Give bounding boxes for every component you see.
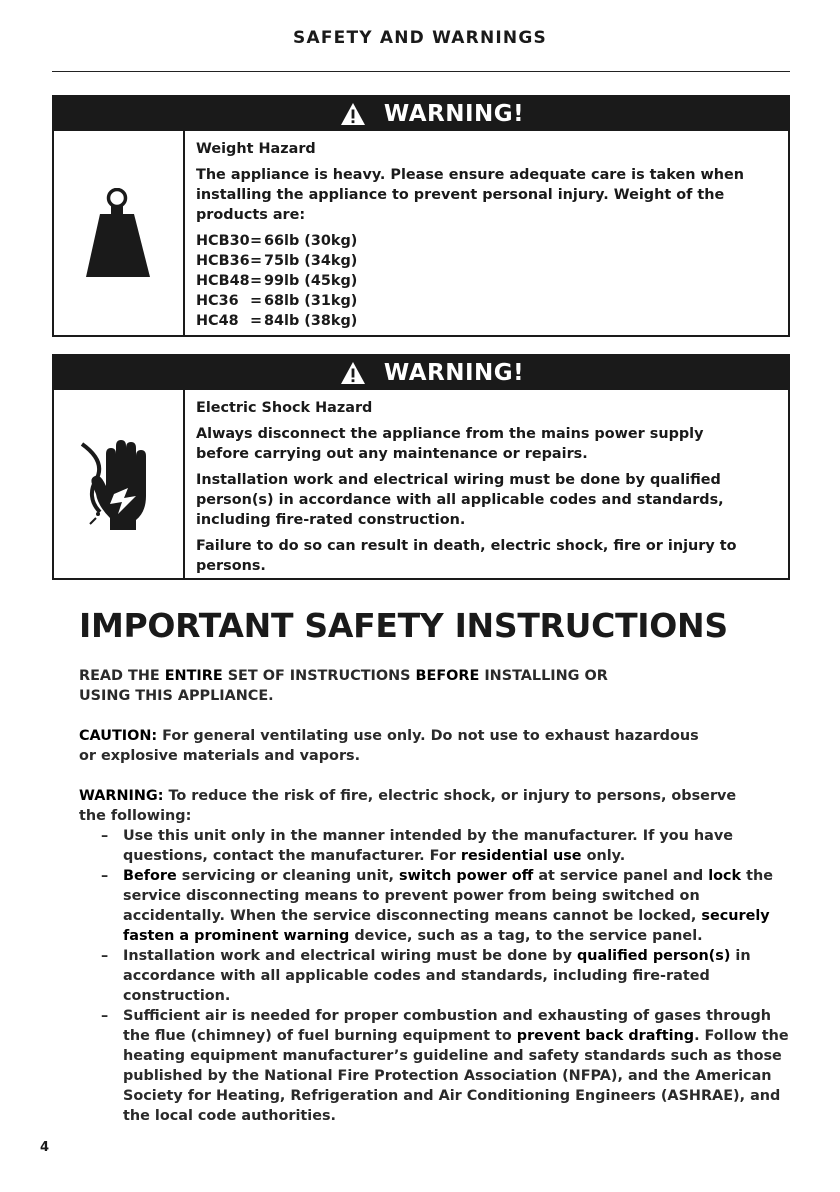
- warning-paragraph: Installation work and electrical wiring must be done by qualified person(s) in accordance with all applicable codes and standards, including fire-rated construction.: [196, 472, 724, 528]
- weight-value: 66lb (30kg): [264, 233, 358, 249]
- page-header-title: SAFETY AND WARNINGS: [293, 28, 547, 48]
- weight-icon: [84, 188, 154, 278]
- warning-label: WARNING:: [79, 788, 164, 804]
- read-text: READ THE: [79, 668, 165, 684]
- warning-notice: [79, 786, 789, 1126]
- warning-title: Weight Hazard: [196, 141, 316, 157]
- warning-paragraph: The appliance is heavy. Please ensure adequate care is taken when installing the appliance to prevent personal injury. Weight of the products are:: [196, 167, 745, 223]
- warning-title: Electric Shock Hazard: [196, 400, 373, 416]
- warning-header-bar: [54, 356, 788, 390]
- read-text: INSTALLING OR USING THIS APPLIANCE.: [79, 668, 608, 704]
- warning-text: To reduce the risk of fire, electric shock, or injury to persons, observe the following:: [79, 788, 737, 824]
- weight-value: 75lb (34kg): [264, 253, 358, 269]
- warning-heading: WARNING!: [383, 360, 525, 386]
- warning-triangle-icon: [340, 361, 366, 385]
- weight-value: 84lb (38kg): [264, 313, 358, 329]
- weight-model: HC48: [196, 313, 239, 329]
- warning-header-bar: [54, 97, 788, 131]
- electric-shock-icon-cell: [54, 390, 185, 578]
- weight-icon-cell: [54, 131, 185, 335]
- list-item: – Sufficient air is needed for proper combustion and exhausting of gases through the flue (chimney) of fuel burning equipment to prevent back drafting. Follow the heating equipment manufacturer’s guideline and safety standards such as those published by the National Fire Protection Association (NFPA), and the American Society for Heating, Refrigeration and Air Conditioning Engineers (ASHRAE), and the local code authorities.: [79, 1006, 789, 1126]
- caution-text: For general ventilating use only. Do not use to exhaust hazardous or explosive materials and vapors.: [79, 728, 699, 764]
- weight-equals: =: [250, 313, 263, 329]
- list-item: – Before servicing or cleaning unit, switch power off at service panel and lock the service disconnecting means to prevent power from being switched on accidentally. When the service disconnecting means cannot be locked, securely fasten a prominent warning device, such as a tag, to the service panel.: [79, 866, 789, 946]
- electric-shock-warning-box: [52, 354, 790, 580]
- weight-equals: =: [250, 233, 263, 249]
- weight-value: 68lb (31kg): [264, 293, 358, 309]
- weight-hazard-text: [185, 131, 768, 335]
- caution-notice: [79, 726, 719, 766]
- weight-row: [196, 311, 756, 331]
- weight-equals: =: [250, 293, 263, 309]
- read-instructions-notice: [79, 666, 659, 706]
- weight-model: HCB36: [196, 253, 250, 269]
- weight-model: HCB30: [196, 233, 250, 249]
- electric-shock-text: [185, 390, 768, 578]
- electric-shock-hand-icon: [78, 436, 160, 532]
- weight-equals: =: [250, 273, 263, 289]
- weight-hazard-warning-box: [52, 95, 790, 337]
- weight-row: [196, 231, 756, 251]
- weight-row: [196, 291, 756, 311]
- page-number: 4: [40, 1140, 50, 1155]
- weight-value: 99lb (45kg): [264, 273, 358, 289]
- header-divider: [52, 71, 790, 72]
- list-item: – Use this unit only in the manner intended by the manufacturer. If you have questions, contact the manufacturer. For residential use only.: [79, 826, 789, 866]
- weight-row: [196, 251, 756, 271]
- warning-paragraph: Always disconnect the appliance from the mains power supply before carrying out any maintenance or repairs.: [196, 426, 704, 462]
- read-emphasis: BEFORE: [415, 668, 480, 684]
- instructions-list: [79, 826, 789, 1126]
- warning-paragraph: Failure to do so can result in death, electric shock, fire or injury to persons.: [196, 538, 737, 574]
- caution-label: CAUTION:: [79, 728, 158, 744]
- weight-model: HC36: [196, 293, 239, 309]
- read-emphasis: ENTIRE: [164, 668, 223, 684]
- weight-row: [196, 271, 756, 291]
- important-safety-title: IMPORTANT SAFETY INSTRUCTIONS: [79, 606, 728, 645]
- weight-equals: =: [250, 253, 263, 269]
- list-item: – Installation work and electrical wiring must be done by qualified person(s) in accordance with all applicable codes and standards, including fire-rated construction.: [79, 946, 789, 1006]
- warning-triangle-icon: [340, 102, 366, 126]
- weight-model: HCB48: [196, 273, 250, 289]
- warning-heading: WARNING!: [383, 101, 525, 127]
- weights-list: [196, 231, 756, 331]
- read-text: SET OF INSTRUCTIONS: [222, 668, 416, 684]
